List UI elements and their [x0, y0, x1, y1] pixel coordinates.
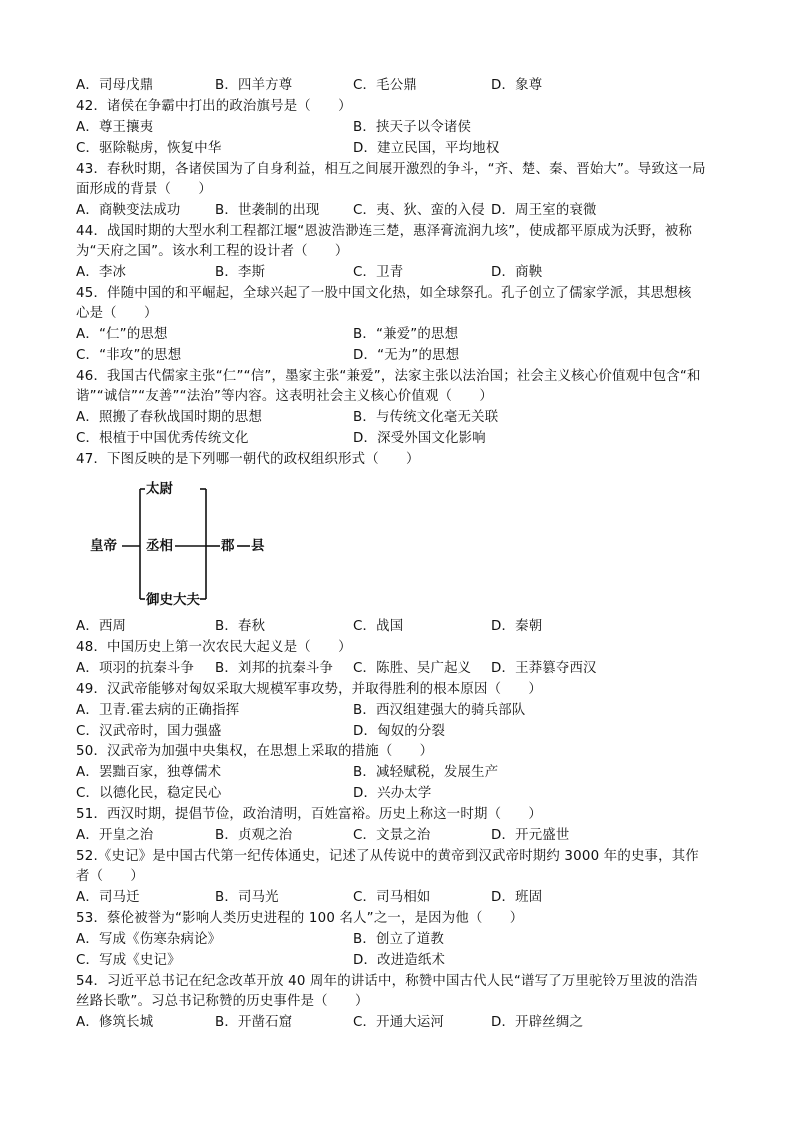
q51-stem: 51．西汉时期，提倡节俭，政治清明，百姓富裕。历史上称这一时期（ ） [76, 807, 542, 822]
q54-stem-line1: 54．习近平总书记在纪念改革开放 40 周年的讲话中，称赞中国古代人民“谱写了万里驼铃万里波的浩浩 [76, 974, 698, 989]
q42-stem: 42．诸侯在争霸中打出的政治旗号是（ ） [76, 99, 352, 114]
q54-option-a[interactable]: A．修筑长城 [76, 1015, 154, 1030]
q47-option-c[interactable]: C．战国 [353, 619, 404, 634]
q44-option-b[interactable]: B．李斯 [215, 265, 266, 280]
q50-stem: 50．汉武帝为加强中央集权，在思想上采取的措施（ ） [76, 744, 434, 759]
q49-option-d[interactable]: D．匈奴的分裂 [353, 724, 446, 739]
q46-option-a[interactable]: A．照搬了春秋战国时期的思想 [76, 410, 263, 425]
q44-stem-line1: 44．战国时期的大型水利工程都江堰“恩波浩渺连三楚，惠泽膏流润九垓”，使成都平原成为沃野，被称 [76, 224, 693, 239]
q42-option-a[interactable]: A．尊王攘夷 [76, 120, 154, 135]
q46-option-c[interactable]: C．根植于中国优秀传统文化 [76, 431, 249, 446]
q43-stem-line1: 43．春秋时期，各诸侯国为了自身利益，相互之间展开激烈的争斗，“齐、楚、秦、晋始大”。导致这一局 [76, 162, 706, 177]
diagram-chancellor: 丞相 [146, 538, 173, 554]
q50-option-c[interactable]: C．以德化民，稳定民心 [76, 786, 222, 801]
q50-option-b[interactable]: B．减轻赋税，发展生产 [353, 765, 499, 780]
q49-stem: 49．汉武帝能够对匈奴采取大规模军事攻势，并取得胜利的根本原因（ ） [76, 682, 542, 697]
q44-option-d[interactable]: D．商鞅 [491, 265, 543, 280]
q52-option-c[interactable]: C．司马相如 [353, 890, 431, 905]
q49-option-a[interactable]: A．卫青.霍去病的正确指挥 [76, 703, 240, 718]
q43-stem-line2: 面形成的背景（ ） [76, 182, 212, 197]
q45-option-c[interactable]: C．“非攻”的思想 [76, 348, 182, 363]
q49-option-b[interactable]: B．西汉组建强大的骑兵部队 [353, 703, 526, 718]
q46-option-d[interactable]: D．深受外国文化影响 [353, 431, 486, 446]
q47-option-d[interactable]: D．秦朝 [491, 619, 543, 634]
q45-stem-line2: 心是（ ） [76, 306, 158, 321]
q51-option-c[interactable]: C．文景之治 [353, 828, 431, 843]
diagram-censor: 御史大夫 [146, 592, 200, 608]
q54-stem-line2: 丝路长歌”。习总书记称赞的历史事件是（ ） [76, 994, 369, 1009]
q41-option-a[interactable]: A．司母戊鼎 [76, 78, 154, 93]
q54-option-d[interactable]: D．开辟丝绸之 [491, 1015, 584, 1030]
q53-option-d[interactable]: D．改进造纸术 [353, 953, 446, 968]
q53-option-b[interactable]: B．创立了道教 [353, 932, 444, 947]
q46-option-b[interactable]: B．与传统文化毫无关联 [353, 410, 499, 425]
q49-option-c[interactable]: C．汉武帝时，国力强盛 [76, 724, 222, 739]
q41-option-b[interactable]: B．四羊方尊 [215, 78, 293, 93]
q42-option-c[interactable]: C．驱除鞑虏，恢复中华 [76, 141, 222, 156]
q53-stem: 53．蔡伦被誉为“影响人类历史进程的 100 名人”之一，是因为他（ ） [76, 911, 524, 926]
q42-option-d[interactable]: D．建立民国，平均地权 [353, 141, 500, 156]
q45-stem-line1: 45．伴随中国的和平崛起，全球兴起了一股中国文化热，如全球祭孔。孔子创立了儒家学派，其思想核 [76, 286, 692, 301]
q50-option-d[interactable]: D．兴办太学 [353, 786, 432, 801]
q47-option-a[interactable]: A．西周 [76, 619, 127, 634]
q41-option-d[interactable]: D．象尊 [491, 78, 543, 93]
q45-option-d[interactable]: D．“无为”的思想 [353, 348, 460, 363]
q43-option-d[interactable]: D．周王室的衰微 [491, 203, 597, 218]
q48-option-d[interactable]: D．王莽篡夺西汉 [491, 661, 597, 676]
q48-option-c[interactable]: C．陈胜、吴广起义 [353, 661, 472, 676]
q51-option-b[interactable]: B．贞观之治 [215, 828, 293, 843]
q50-option-a[interactable]: A．罢黜百家，独尊儒术 [76, 765, 222, 780]
q43-option-b[interactable]: B．世袭制的出现 [215, 203, 320, 218]
q53-option-c[interactable]: C．写成《史记》 [76, 953, 181, 968]
qin-government-diagram [90, 478, 280, 618]
q52-option-d[interactable]: D．班固 [491, 890, 543, 905]
diagram-commandery: 郡 [221, 538, 235, 554]
q44-stem-line2: 为“天府之国”。该水利工程的设计者（ ） [76, 244, 349, 259]
q45-option-b[interactable]: B．“兼爱”的思想 [353, 327, 459, 342]
q43-option-a[interactable]: A．商鞅变法成功 [76, 203, 181, 218]
q52-option-a[interactable]: A．司马迁 [76, 890, 140, 905]
q48-stem: 48．中国历史上第一次农民大起义是（ ） [76, 640, 352, 655]
diagram-emperor: 皇帝 [90, 538, 117, 554]
q43-option-c[interactable]: C．夷、狄、蛮的入侵 [353, 203, 485, 218]
q45-option-a[interactable]: A．“仁”的思想 [76, 327, 168, 342]
q42-option-b[interactable]: B．挟天子以令诸侯 [353, 120, 472, 135]
q54-option-b[interactable]: B．开凿石窟 [215, 1015, 293, 1030]
q46-stem-line1: 46．我国古代儒家主张“仁”“信”，墨家主张“兼爱”，法家主张以法治国；社会主义核心价值观中包含“和 [76, 369, 701, 384]
q52-stem-line2: 者（ ） [76, 869, 144, 884]
diagram-county: 县 [251, 538, 265, 554]
q52-stem-line1: 52.《史记》是中国古代第一纪传体通史，记述了从传说中的黄帝到汉武帝时期约 3000 年的史事，其作 [76, 849, 699, 864]
diagram-taiwei: 太尉 [146, 481, 173, 497]
q47-stem: 47．下图反映的是下列哪一朝代的政权组织形式（ ） [76, 452, 420, 467]
q51-option-a[interactable]: A．开皇之治 [76, 828, 154, 843]
q54-option-c[interactable]: C．开通大运河 [353, 1015, 445, 1030]
q47-option-b[interactable]: B．春秋 [215, 619, 266, 634]
q44-option-c[interactable]: C．卫青 [353, 265, 404, 280]
q41-option-c[interactable]: C．毛公鼎 [353, 78, 417, 93]
q46-stem-line2: 谐”“诚信”“友善”“法治”等内容。这表明社会主义核心价值观（ ） [76, 389, 493, 404]
q51-option-d[interactable]: D．开元盛世 [491, 828, 570, 843]
q44-option-a[interactable]: A．李冰 [76, 265, 127, 280]
q53-option-a[interactable]: A．写成《伤寒杂病论》 [76, 932, 222, 947]
q48-option-b[interactable]: B．刘邦的抗秦斗争 [215, 661, 334, 676]
q48-option-a[interactable]: A．项羽的抗秦斗争 [76, 661, 195, 676]
q52-option-b[interactable]: B．司马光 [215, 890, 279, 905]
